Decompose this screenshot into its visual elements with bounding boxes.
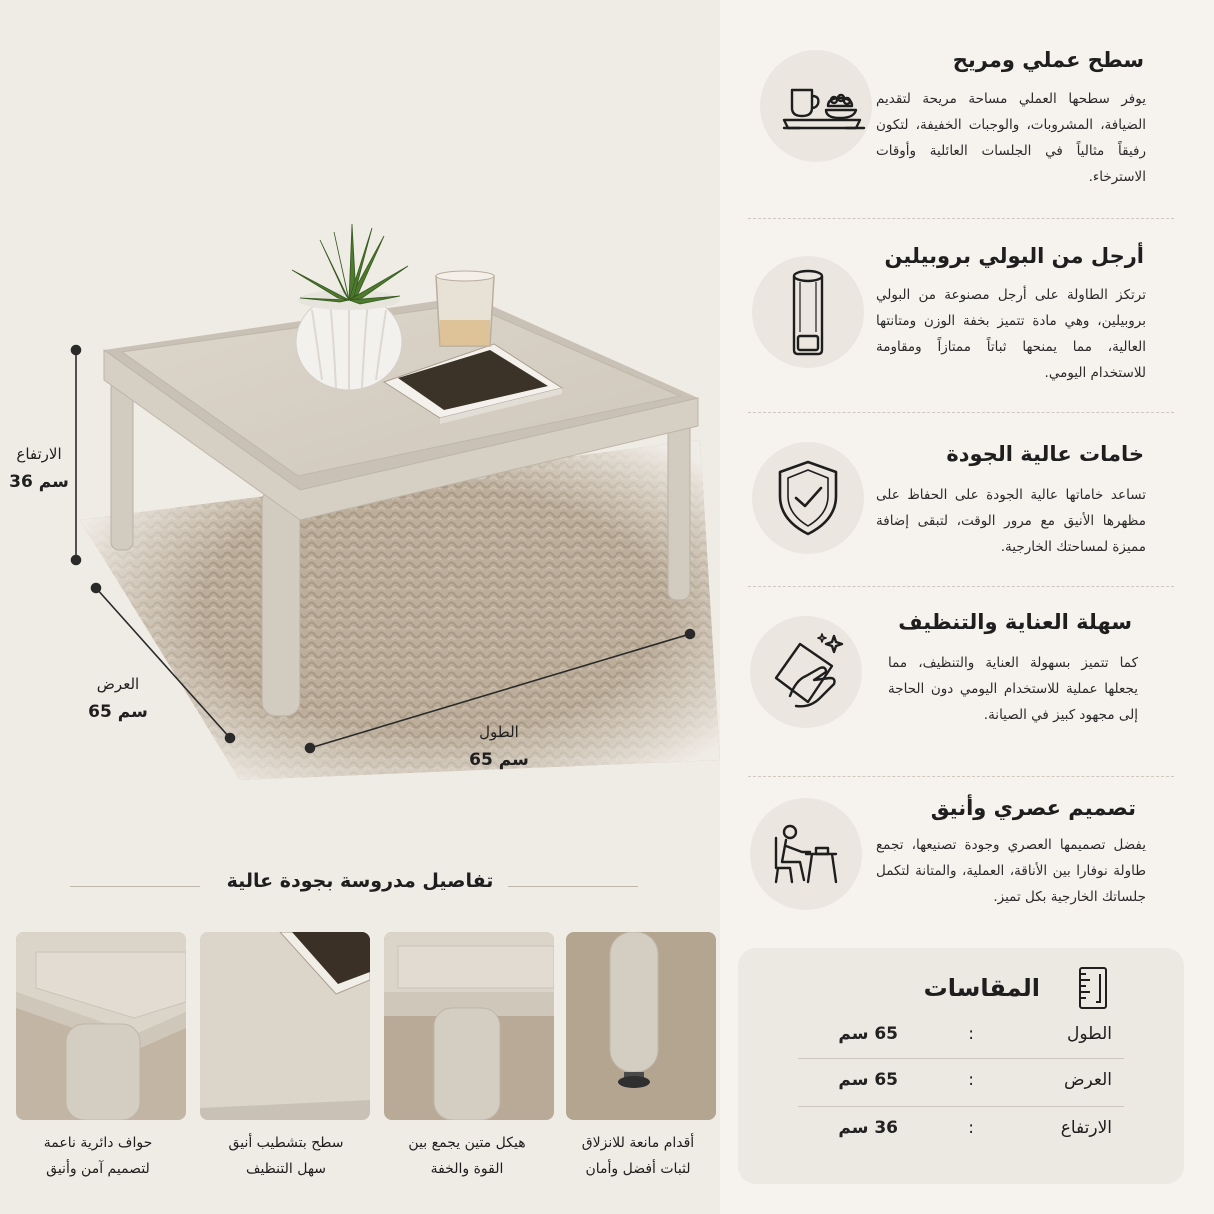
glass	[436, 271, 494, 346]
width-label: العرض	[96, 675, 140, 693]
feature-title: أرجل من البولي بروبيلين	[884, 244, 1144, 268]
person-at-desk-icon	[750, 798, 862, 910]
feature-divider	[748, 218, 1174, 219]
caption-line: سهل التنظيف	[245, 1161, 327, 1177]
feature-modern-design	[748, 792, 1174, 922]
feature-high-quality-materials	[748, 436, 1174, 586]
feature-description: ترتكز الطاولة على أرجل مصنوعة من البولي بروبيلين، وهي مادة تتميز بخفة الوزن ومتانتها العالية، مما يمنحها ثباتاً ممتازاً ومقاومة للاستخدام اليومي.	[876, 287, 1146, 381]
caption-line: سطح بتشطيب أنيق	[228, 1135, 344, 1151]
measure-label: الطول	[1067, 1024, 1112, 1044]
feature-title: تصميم عصري وأنيق	[930, 796, 1136, 820]
caption-line: القوة والخفة	[430, 1161, 504, 1177]
coffee-table-illustration	[0, 0, 720, 860]
feature-description: كما تتميز بسهولة العناية والتنظيف، مما يجعلها عملية للاستخدام اليومي دون الحاجة إلى مجهود كبيز في الصيانة.	[888, 655, 1138, 723]
detail-card-anti-slip-feet	[566, 932, 716, 1120]
feature-polypropylene-legs	[748, 238, 1174, 408]
length-label: الطول	[479, 723, 519, 741]
caption-line: أقدام مانعة للانزلاق	[581, 1135, 695, 1151]
feature-practical-surface	[748, 44, 1174, 214]
detail-card-rounded-edges	[16, 932, 186, 1120]
measure-row-length	[798, 1016, 1124, 1060]
caption-line: حواف دائرية ناعمة	[43, 1135, 153, 1151]
caption-line: هيكل متين يجمع بين	[408, 1135, 526, 1151]
feature-title: سطح عملي ومريح	[952, 48, 1144, 72]
width-dimension	[78, 670, 158, 726]
measure-value: 65 سم	[838, 1070, 898, 1090]
caption-line: لتصميم آمن وأنيق	[46, 1161, 150, 1177]
length-dimension	[458, 718, 540, 774]
height-dimension	[6, 440, 72, 496]
feature-title: سهلة العناية والتنظيف	[898, 610, 1132, 634]
feature-divider	[748, 776, 1174, 777]
height-label: الارتفاع	[16, 445, 62, 463]
measure-colon: :	[968, 1070, 974, 1090]
measurements-title: المقاسات	[923, 974, 1040, 1002]
detail-caption-sturdy-frame	[377, 1130, 557, 1182]
measure-label: الارتفاع	[1060, 1118, 1112, 1138]
detail-caption-rounded-edges	[8, 1130, 188, 1182]
tea-tray-icon	[760, 50, 872, 162]
shield-check-icon	[752, 442, 864, 554]
detail-card-surface-finish	[200, 932, 370, 1120]
product-hero	[0, 0, 720, 860]
measure-value: 65 سم	[838, 1024, 898, 1044]
measure-label: العرض	[1063, 1070, 1112, 1090]
detail-card-sturdy-frame	[384, 932, 554, 1120]
measure-separator	[798, 1106, 1124, 1107]
cleaning-hand-icon	[750, 616, 862, 728]
feature-description: تساعد خاماتها عالية الجودة على الحفاظ على مظهرها الأنيق مع مرور الوقت، لتبقى إضافة مميزة لمساحتك الخارجية.	[876, 487, 1146, 555]
feature-divider	[748, 586, 1174, 587]
plant-pot	[296, 290, 402, 390]
ruler-icon	[1074, 966, 1112, 1010]
measure-row-width	[798, 1062, 1124, 1106]
measure-separator	[798, 1058, 1124, 1059]
length-value: 65 سم	[469, 750, 529, 770]
measure-row-height	[798, 1110, 1124, 1154]
measure-value: 36 سم	[838, 1118, 898, 1138]
feature-description: يفضل تصميمها العصري وجودة تصنيعها، تجمع طاولة نوفارا بين الأناقة، العملية، والمتانة لتكمل جلساتك الخارجية بكل تميز.	[876, 837, 1146, 905]
feature-easy-care	[748, 604, 1174, 774]
caption-line: لثبات أفضل وأمان	[585, 1161, 691, 1177]
plant-leaves	[292, 224, 408, 304]
detail-caption-anti-slip-feet	[548, 1130, 728, 1182]
details-divider-right	[508, 886, 638, 887]
detail-caption-surface-finish	[196, 1130, 376, 1182]
feature-divider	[748, 412, 1174, 413]
measure-colon: :	[968, 1024, 974, 1044]
feature-description: يوفر سطحها العملي مساحة مريحة لتقديم الضيافة، المشروبات، والوجبات الخفيفة، لتكون رفيقاً مثالياً في الجلسات العائلية وأوقات الاسترخاء.	[876, 91, 1146, 185]
height-value: 36 سم	[9, 472, 69, 492]
measure-colon: :	[968, 1118, 974, 1138]
table-leg-icon	[752, 256, 864, 368]
details-title: تفاصيل مدروسة بجودة عالية	[226, 870, 494, 892]
width-value: 65 سم	[88, 702, 148, 722]
feature-title: خامات عالية الجودة	[946, 442, 1144, 466]
